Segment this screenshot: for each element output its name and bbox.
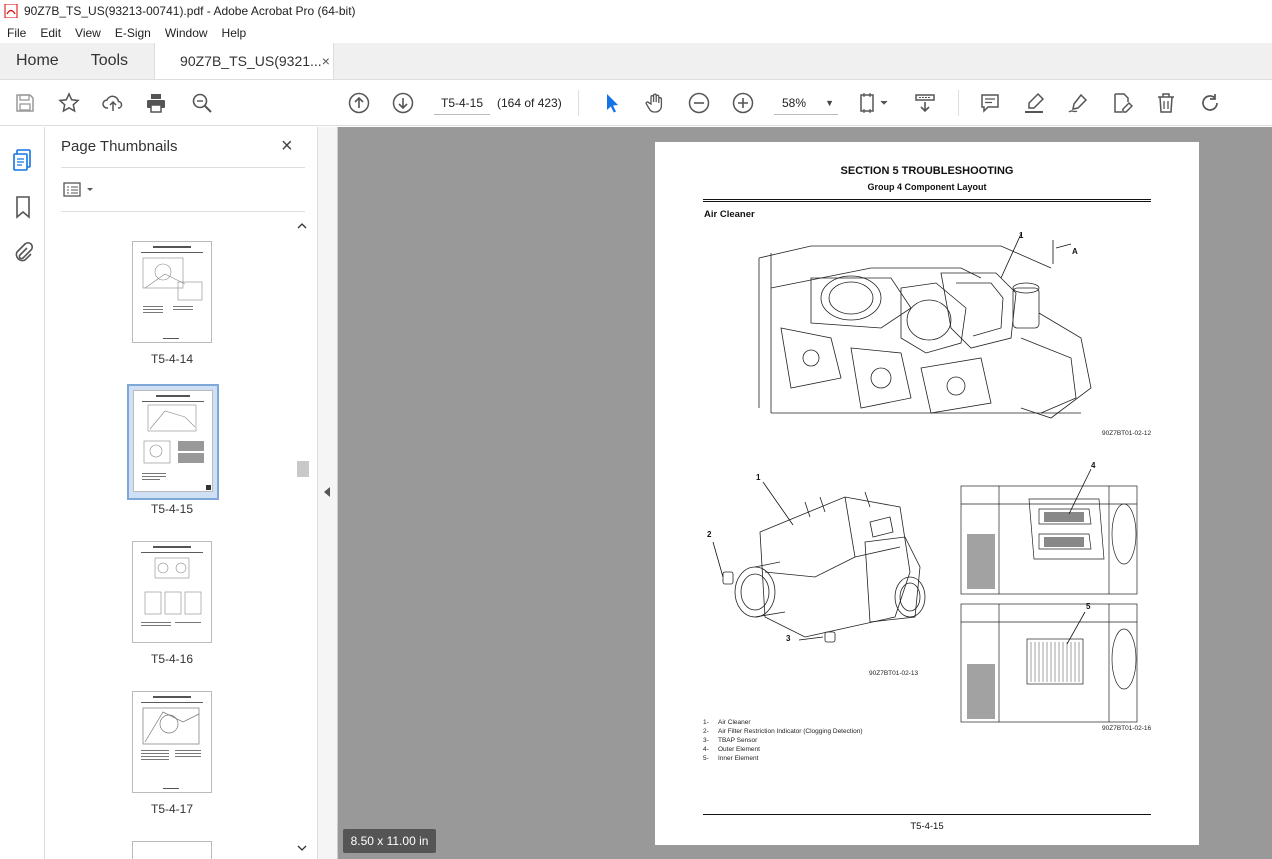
page-heading: SECTION 5 TROUBLESHOOTING [840, 165, 1014, 177]
menu-file[interactable]: File [7, 25, 27, 40]
thumbnail-page[interactable] [132, 841, 212, 859]
panel-title: Page Thumbnails [61, 138, 178, 155]
page-subheading: Group 4 Component Layout [867, 182, 987, 192]
legend-item: 5- Inner Element [703, 755, 759, 762]
highlight-pen-icon[interactable] [1022, 91, 1046, 115]
section-title: Air Cleaner [704, 209, 755, 220]
zoom-out-icon[interactable] [687, 91, 711, 115]
attachment-paperclip-icon[interactable] [11, 241, 35, 265]
menu-window[interactable]: Window [164, 25, 208, 40]
scroll-down-icon[interactable] [297, 843, 307, 853]
zoom-in-icon[interactable] [731, 91, 755, 115]
panel-divider [61, 167, 305, 168]
callout-A: A [1072, 247, 1078, 256]
filter-elements-figure [959, 464, 1139, 724]
comment-icon[interactable] [978, 91, 1002, 115]
page-thumbnails-icon[interactable] [11, 148, 35, 172]
toolbar [0, 80, 1272, 126]
acrobat-pdf-icon [4, 4, 18, 18]
title-bar [0, 0, 1272, 22]
tab-bar [0, 43, 1272, 80]
callout-1: 1 [756, 473, 761, 482]
menu-esign[interactable]: E-Sign [114, 25, 151, 40]
sign-pen-icon[interactable] [1066, 91, 1090, 115]
previous-page-icon[interactable] [347, 91, 371, 115]
scroll-thumb[interactable] [297, 461, 309, 477]
tab-home[interactable]: Home [16, 52, 59, 69]
chevron-down-icon: ▼ [825, 97, 834, 108]
menu-help[interactable]: Help [221, 25, 247, 40]
legend-item: 2- Air Filter Restriction Indicator (Clogging Detection) [703, 728, 863, 735]
thumbnail-page[interactable] [132, 241, 212, 343]
window-title: 90Z7B_TS_US(93213-00741).pdf - Adobe Acrobat Pro (64-bit) [24, 4, 356, 18]
legend-item: 4- Outer Element [703, 746, 760, 753]
thumbnail-label: T5-4-16 [150, 652, 194, 666]
legend-item: 3- TBAP Sensor [703, 737, 758, 744]
thumbnail-label: T5-4-15 [150, 502, 194, 516]
page-fit-icon[interactable] [858, 91, 890, 115]
callout-4: 4 [1091, 461, 1096, 470]
page-number-input[interactable]: T5-4-15 [434, 91, 490, 115]
scroll-up-icon[interactable] [297, 221, 307, 231]
menu-edit[interactable]: Edit [40, 25, 62, 40]
page-footer: T5-4-15 [910, 821, 944, 832]
callout-3: 3 [786, 634, 791, 643]
zoom-level-select[interactable] [774, 91, 838, 115]
thumbnails-scrollbar[interactable] [295, 221, 309, 857]
print-icon[interactable] [144, 91, 168, 115]
thumbnail-page[interactable] [132, 541, 212, 643]
save-icon[interactable] [13, 91, 37, 115]
heading-rule [703, 201, 1151, 202]
hand-tool-icon[interactable] [643, 91, 667, 115]
next-page-icon[interactable] [391, 91, 415, 115]
page-count: (164 of 423) [497, 96, 562, 110]
collapse-arrow-icon [324, 487, 330, 497]
scroll-mode-icon[interactable] [913, 91, 937, 115]
callout-5: 5 [1086, 602, 1091, 611]
figure-code: 90Z7BT01-02-12 [1102, 430, 1152, 437]
upload-cloud-icon[interactable] [101, 91, 125, 115]
parts-legend [703, 718, 863, 763]
thumbnail-page-selected[interactable] [133, 390, 213, 492]
zoom-level-value: 58% [782, 95, 807, 110]
thumbnail-options-menu-icon[interactable] [63, 181, 97, 199]
tab-tools[interactable]: Tools [90, 52, 129, 69]
engine-compartment-figure [751, 228, 1101, 428]
footer-rule [703, 814, 1151, 815]
legend-item: 1- Air Cleaner [703, 719, 751, 726]
panel-collapse-handle[interactable] [318, 127, 338, 859]
bookmark-icon[interactable] [11, 195, 35, 219]
thumbnail-label: T5-4-17 [150, 802, 194, 816]
left-rail [0, 127, 45, 859]
callout-1: 1 [1019, 231, 1024, 240]
star-bookmark-icon[interactable] [57, 91, 81, 115]
pdf-page [655, 142, 1199, 845]
air-cleaner-figure [705, 477, 935, 652]
select-cursor-icon[interactable] [600, 91, 624, 115]
menu-view[interactable]: View [75, 25, 101, 40]
figure-code: 90Z7BT01-02-13 [869, 670, 919, 677]
toolbar-divider [578, 90, 579, 116]
thumbnail-label: T5-4-14 [150, 352, 194, 366]
panel-divider [61, 211, 305, 212]
delete-trash-icon[interactable] [1154, 91, 1178, 115]
toolbar-divider [958, 90, 959, 116]
tab-close-icon[interactable]: × [321, 53, 330, 69]
menu-bar [0, 22, 1272, 43]
tab-document[interactable] [154, 43, 334, 79]
zoom-search-icon[interactable] [190, 91, 214, 115]
heading-rule [703, 199, 1151, 200]
figure-code: 90Z7BT01-02-16 [1102, 725, 1152, 732]
tab-document-label: 90Z7B_TS_US(9321... [180, 53, 322, 69]
thumbnail-page[interactable] [132, 691, 212, 793]
page-size-badge: 8.50 x 11.00 in [343, 829, 436, 853]
callout-2: 2 [707, 530, 712, 539]
edit-pdf-icon[interactable] [1110, 91, 1134, 115]
panel-close-icon[interactable]: × [281, 135, 293, 157]
rotate-icon[interactable] [1198, 91, 1222, 115]
